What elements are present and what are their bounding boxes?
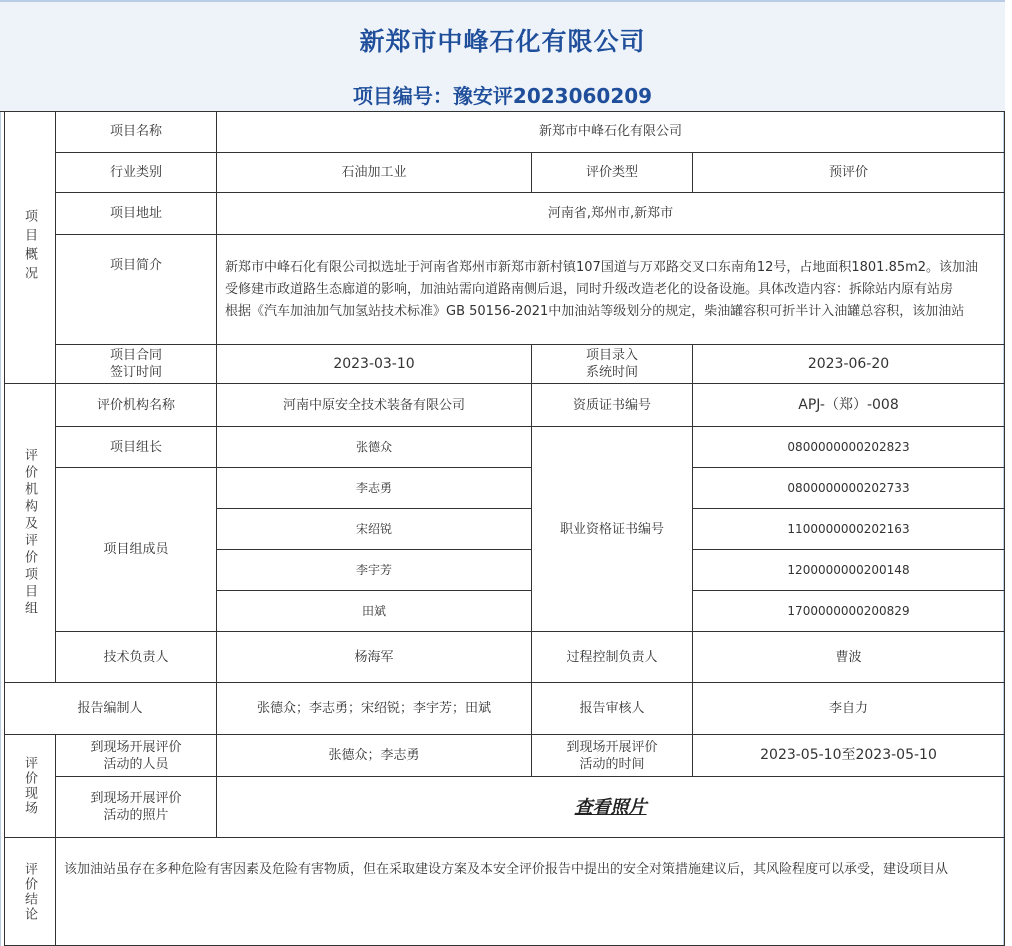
value-leader: 张德众: [217, 427, 532, 468]
qualification-number: 0800000000202823: [693, 427, 1005, 468]
page-header: [0, 0, 1005, 111]
label-leader: 项目组长: [56, 427, 217, 468]
label-entry-date: [532, 345, 693, 384]
qualification-number: 0800000000202733: [693, 468, 1005, 509]
member-name: 李宇芳: [217, 550, 532, 591]
member-name: 田斌: [217, 591, 532, 632]
contract-label-line2: 签订时间: [109, 365, 162, 380]
site-photo-label-line1: 到现场开展评价: [90, 791, 182, 806]
value-cert: APJ-（郑）-008: [693, 384, 1005, 427]
brief-line: 新郑市中峰石化有限公司拟选址于河南省郑州市新郑市新村镇107国道与万邓路交叉口东南角12号，占地面积1801.85m2。该加油: [225, 260, 979, 275]
site-photo-label-line2: 活动的照片: [103, 808, 169, 823]
conclusion-text: 该加油站虽存在多种危险有害因素及危险有害物质，但在采取建设方案及本安全评价报告中提出的安全对策措施建议后，其风险程度可以承受，建设项目从: [64, 862, 949, 877]
value-contract-date: 2023-03-10: [217, 345, 532, 384]
section-site-label: 评价现场: [22, 756, 37, 816]
label-site-time: [532, 735, 693, 777]
value-brief: [217, 235, 1005, 345]
value-project-name: 新郑市中峰石化有限公司: [217, 111, 1005, 153]
label-site-photos: [56, 777, 217, 838]
qualification-number: 1200000000200148: [693, 550, 1005, 591]
value-site-time: 2023-05-10至2023-05-10: [693, 735, 1005, 777]
label-agency: 评价机构名称: [56, 384, 217, 427]
label-project-name: 项目名称: [56, 111, 217, 153]
label-report-author: 报告编制人: [4, 683, 217, 735]
value-tech-lead: 杨海军: [217, 632, 532, 683]
company-title: 新郑市中峰石化有限公司: [359, 27, 646, 56]
label-eval-type: 评价类型: [532, 153, 693, 193]
section-site: [4, 735, 56, 838]
brief-line: 根据《汽车加油加气加氢站技术标准》GB 50156-2021中加油站等级划分的规定，柴油罐容积可折半计入油罐总容积，该加油站: [225, 304, 965, 319]
label-process-lead: 过程控制负责人: [532, 632, 693, 683]
contract-label-line1: 项目合同: [109, 348, 162, 363]
view-photos-link[interactable]: 查看照片: [574, 796, 647, 818]
qualification-number: 1700000000200829: [693, 591, 1005, 632]
value-process-lead: 曹波: [693, 632, 1005, 683]
qualification-number: 1100000000202163: [693, 509, 1005, 550]
brief-line: 受修建市政道路生态廊道的影响，加油站需向道路南侧后退，同时升级改造老化的设备设施。具体改造内容：拆除站内原有站房: [225, 282, 954, 297]
value-site-people: 张德众；李志勇: [217, 735, 532, 777]
section-org-label: 评价机构及评价项目组: [22, 448, 37, 618]
value-report-author: 张德众；李志勇；宋绍锐；李宇芳；田斌: [217, 683, 532, 735]
project-number: 项目编号：豫安评2023060209: [352, 84, 653, 108]
value-eval-type: 预评价: [693, 153, 1005, 193]
label-site-people: [56, 735, 217, 777]
section-conclusion: [4, 838, 56, 946]
section-conclusion-label: 评价结论: [22, 861, 37, 922]
value-agency: 河南中原安全技术装备有限公司: [217, 384, 532, 427]
member-name: 李志勇: [217, 468, 532, 509]
site-photos-cell: [217, 777, 1005, 838]
site-people-label-line1: 到现场开展评价: [90, 739, 182, 755]
value-entry-date: 2023-06-20: [693, 345, 1005, 384]
entry-label-line1: 项目录入: [585, 348, 638, 363]
section-overview: [4, 111, 56, 384]
label-contract-date: [56, 345, 217, 384]
site-time-label-line2: 活动的时间: [579, 756, 645, 772]
value-address: 河南省,郑州市,新郑市: [217, 193, 1005, 235]
value-conclusion: [56, 838, 1005, 946]
value-industry: 石油加工业: [217, 153, 532, 193]
label-brief: 项目简介: [56, 235, 217, 345]
label-cert: 资质证书编号: [532, 384, 693, 427]
label-reviewer: 报告审核人: [532, 683, 693, 735]
entry-label-line2: 系统时间: [585, 365, 638, 380]
site-time-label-line1: 到现场开展评价: [566, 739, 658, 755]
value-reviewer: 李自力: [693, 683, 1005, 735]
member-name: 宋绍锐: [217, 509, 532, 550]
label-address: 项目地址: [56, 193, 217, 235]
label-industry: 行业类别: [56, 153, 217, 193]
section-org: [4, 384, 56, 683]
label-members: 项目组成员: [56, 468, 217, 632]
label-tech-lead: 技术负责人: [56, 632, 217, 683]
section-overview-label: 项目概况: [22, 209, 37, 285]
label-qualification: 职业资格证书编号: [532, 427, 693, 632]
site-people-label-line2: 活动的人员: [103, 756, 169, 772]
